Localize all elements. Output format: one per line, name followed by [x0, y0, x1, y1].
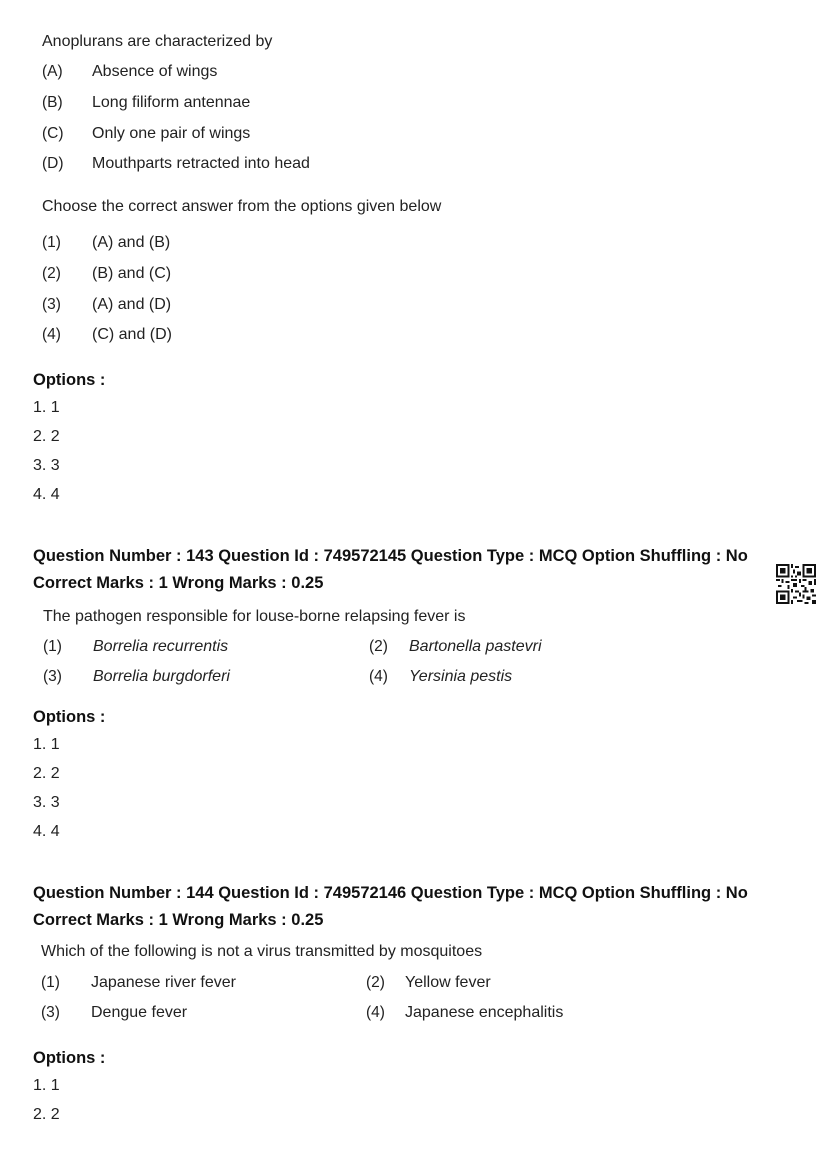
- options-heading: Options :: [33, 1049, 106, 1067]
- statement-label: (D): [42, 155, 64, 172]
- choice-text: Japanese encephalitis: [405, 1004, 564, 1021]
- statement-label: (A): [42, 63, 63, 80]
- option-item: 1. 1: [33, 736, 60, 753]
- choice-text: (A) and (B): [92, 234, 171, 251]
- statement-text: Mouthparts retracted into head: [92, 155, 310, 172]
- question-stem: The pathogen responsible for louse-borne relapsing fever is: [43, 608, 466, 625]
- choice-label: (2): [366, 974, 385, 991]
- instruction-text: Choose the correct answer from the options given below: [42, 198, 442, 215]
- option-item: 4. 4: [33, 486, 60, 503]
- choice-text: Borrelia recurrentis: [93, 638, 229, 655]
- question-marks: Correct Marks : 1 Wrong Marks : 0.25: [33, 574, 324, 592]
- option-item: 2. 2: [33, 428, 60, 445]
- choice-label: (1): [41, 974, 60, 991]
- choice-label: (3): [43, 668, 62, 685]
- statement-text: Only one pair of wings: [92, 125, 251, 142]
- option-item: 3. 3: [33, 794, 60, 811]
- choice-label: (1): [43, 638, 62, 655]
- question-header: Question Number : 144 Question Id : 749572146 Question Type : MCQ Option Shuffling : No: [33, 884, 748, 902]
- choice-label: (3): [41, 1004, 60, 1021]
- choice-label: (1): [42, 234, 61, 251]
- options-heading: Options :: [33, 708, 106, 726]
- choice-text: (A) and (D): [92, 296, 172, 313]
- statement-text: Absence of wings: [92, 63, 218, 80]
- option-item: 1. 1: [33, 1077, 60, 1094]
- options-heading: Options :: [33, 371, 106, 389]
- choice-text: Borrelia burgdorferi: [93, 668, 230, 685]
- statement-label: (C): [42, 125, 64, 142]
- statement-text: Long filiform antennae: [92, 94, 251, 111]
- option-item: 2. 2: [33, 1106, 60, 1123]
- qr-code-icon: [776, 564, 816, 604]
- choice-text: (B) and (C): [92, 265, 172, 282]
- question-marks: Correct Marks : 1 Wrong Marks : 0.25: [33, 911, 324, 929]
- choice-text: Bartonella pastevri: [409, 638, 542, 655]
- choice-label: (4): [369, 668, 388, 685]
- choice-label: (3): [42, 296, 61, 313]
- option-item: 1. 1: [33, 399, 60, 416]
- option-item: 2. 2: [33, 765, 60, 782]
- option-item: 3. 3: [33, 457, 60, 474]
- choice-text: Yellow fever: [405, 974, 491, 991]
- choice-text: (C) and (D): [92, 326, 173, 343]
- choice-text: Yersinia pestis: [409, 668, 513, 685]
- choice-text: Dengue fever: [91, 1004, 188, 1021]
- choice-label: (2): [42, 265, 61, 282]
- choice-label: (4): [42, 326, 61, 343]
- question-stem: Which of the following is not a virus transmitted by mosquitoes: [41, 943, 483, 960]
- question-stem: Anoplurans are characterized by: [42, 33, 273, 50]
- statement-label: (B): [42, 94, 63, 111]
- question-header: Question Number : 143 Question Id : 749572145 Question Type : MCQ Option Shuffling : No: [33, 547, 748, 565]
- choice-label: (2): [369, 638, 388, 655]
- choice-label: (4): [366, 1004, 385, 1021]
- choice-text: Japanese river fever: [91, 974, 236, 991]
- option-item: 4. 4: [33, 823, 60, 840]
